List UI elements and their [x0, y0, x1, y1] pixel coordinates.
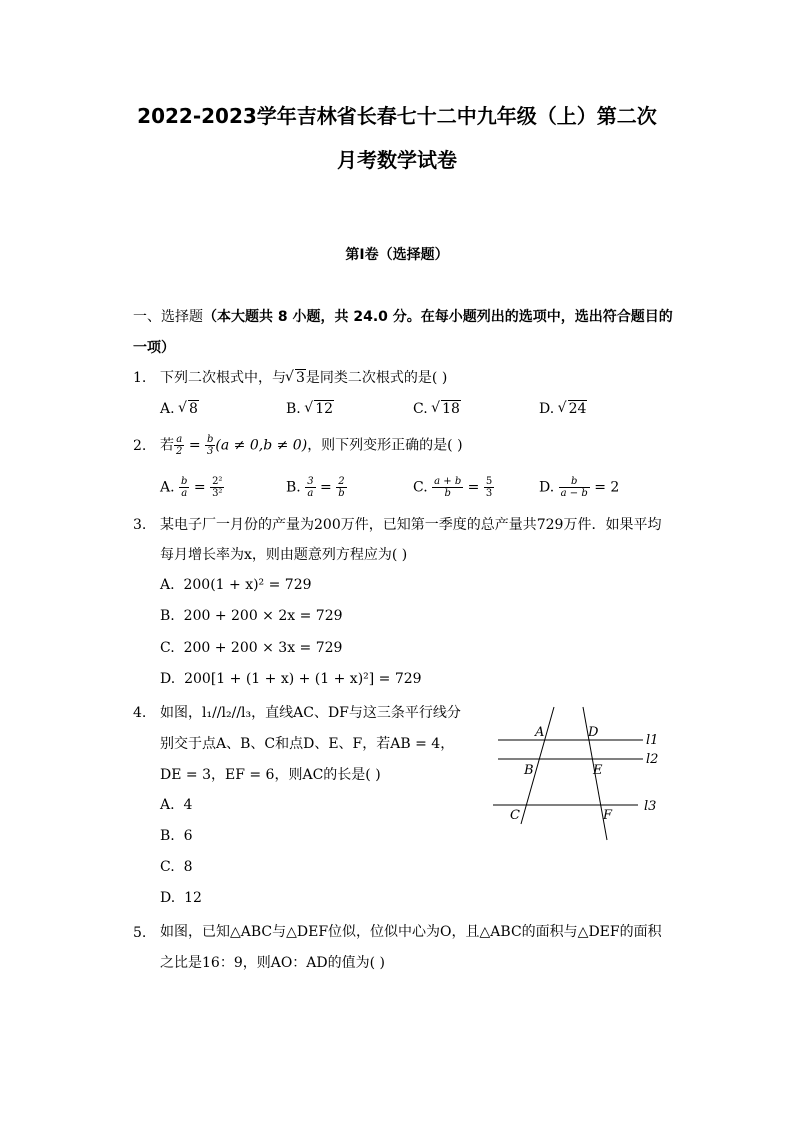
fraction-denominator: 3	[207, 446, 214, 457]
option-label: C.	[160, 859, 175, 875]
q2-stem: 若 $\frac{a}{2}$ = $\frac{b}{3}$ (a ≠ 0,b ≠ 0)，则下列变形正确的是( )	[160, 434, 463, 457]
exam-title-line1: 2022-2023学年吉林省长春七十二中九年级（上）第二次	[137, 104, 657, 128]
point-c-label: C	[510, 808, 520, 823]
q4-parallel-lines-figure	[488, 702, 668, 847]
exam-title-line2: 月考数学试卷	[337, 148, 457, 172]
q5-stem-line1: 如图，已知△ABC与△DEF位似，位似中心为O，且△ABC的面积与△DEF的面积	[160, 924, 662, 940]
option-fraction-left	[432, 476, 463, 499]
q1-number: 1.	[133, 370, 147, 386]
q5-stem-line2: 之比是16：9，则AO：AD的值为( )	[160, 955, 386, 971]
line-l1-label: l1	[646, 733, 659, 748]
point-f-label: F	[603, 808, 613, 823]
option-text: 200 + 200 × 2x = 729	[183, 608, 343, 624]
option-label: C.	[413, 479, 428, 496]
fraction-numerator: 2	[336, 476, 346, 488]
fraction-denominator: 3²	[212, 488, 223, 499]
point-e-label: E	[593, 763, 603, 778]
fraction-numerator: b	[559, 476, 590, 488]
q2-fraction-a	[174, 434, 184, 457]
option-text: 12	[184, 890, 202, 906]
q3-stem-line1: 某电子厂一月份的产量为200万件，已知第一季度的总产量共729万件．如果平均	[160, 517, 662, 533]
option-rhs: = 2	[594, 479, 620, 496]
fraction-denominator: b	[444, 488, 451, 499]
fraction-denominator: a	[307, 488, 314, 499]
q1-option-c[interactable]	[413, 401, 461, 417]
option-label: D.	[160, 890, 176, 906]
option-radicand: 18	[442, 401, 460, 417]
q4-option-d[interactable]	[160, 890, 202, 906]
sqrt-symbol	[305, 401, 334, 417]
fraction-numerator: 5	[485, 476, 493, 487]
q1-radicand: 3	[296, 370, 305, 386]
q5-number: 5.	[133, 925, 147, 941]
option-fraction-left	[179, 476, 189, 499]
part-one-lead: 一、选择题	[133, 309, 203, 325]
part-one-header-line2: 一项）	[133, 340, 175, 356]
q1-stem-b: 是同类二次根式的是( )	[305, 370, 448, 386]
q4-option-b[interactable]	[160, 828, 193, 844]
option-label: C.	[413, 401, 428, 417]
q1-option-b[interactable]	[286, 401, 334, 417]
option-fraction-left	[559, 476, 590, 499]
q4-option-a[interactable]	[160, 797, 192, 813]
q4-option-c[interactable]	[160, 859, 193, 875]
fraction-denominator: a	[181, 488, 188, 499]
option-text: 200[1 + (1 + x) + (1 + x)²] = 729	[184, 671, 422, 687]
point-d-label: D	[588, 725, 599, 740]
q4-stem-line3: DE = 3，EF = 6，则AC的长是( )	[160, 767, 381, 783]
q3-option-b[interactable]	[160, 608, 343, 624]
option-label: C.	[160, 640, 175, 656]
fraction-denominator: b	[338, 488, 345, 499]
option-fraction-left	[305, 476, 315, 499]
fraction-numerator: a	[174, 434, 184, 446]
q2-number: 2.	[133, 438, 147, 454]
option-radicand: 12	[315, 401, 334, 417]
fraction-numerator: b	[207, 434, 214, 445]
option-fraction-right	[336, 476, 346, 499]
part-one-instructions: （本大题共 8 小题，共 24.0 分。在每小题列出的选项中，选出符合题目的	[203, 309, 673, 325]
q2-condition: (a ≠ 0,b ≠ 0)	[215, 437, 308, 454]
option-text: 200 + 200 × 3x = 729	[183, 640, 343, 656]
fraction-numerator: 2²	[212, 476, 223, 487]
option-radicand: 24	[568, 401, 587, 417]
option-label: A.	[160, 401, 175, 417]
fraction-numerator: a + b	[434, 476, 462, 487]
q4-stem-line1: 如图，l₁//l₂//l₃，直线AC、DF与这三条平行线分	[160, 705, 461, 721]
point-a-label: A	[535, 725, 545, 740]
q2-option-d[interactable]	[539, 476, 619, 499]
q1-stem-a: 下列二次根式中，与	[160, 370, 286, 386]
option-text: 8	[183, 859, 193, 875]
q2-stem-b: ，则下列变形正确的是( )	[307, 437, 463, 454]
q1-stem	[160, 368, 447, 388]
part-one-header	[133, 306, 673, 326]
option-label: D.	[539, 401, 555, 417]
fraction-denominator: a − b	[560, 488, 588, 499]
option-fraction-right	[210, 476, 224, 499]
sqrt-symbol	[286, 368, 306, 388]
option-label: B.	[160, 828, 175, 844]
option-text: 4	[183, 797, 193, 813]
line-l2-label: l2	[646, 752, 659, 767]
q2-fraction-b	[205, 434, 215, 457]
fraction-denominator: 2	[176, 446, 183, 457]
option-fraction-right	[484, 476, 494, 499]
option-label: A.	[160, 797, 175, 813]
option-label: D.	[160, 671, 176, 687]
option-label: A.	[160, 479, 175, 496]
fraction-numerator: b	[181, 476, 188, 487]
q3-number: 3.	[133, 517, 147, 533]
fraction-numerator: 3	[307, 476, 314, 487]
section-title: 第I卷（选择题）	[345, 247, 449, 263]
fraction-denominator: 3	[485, 488, 493, 499]
q2-option-b[interactable]: B. $\frac{3}{a}$ = $\frac{2}{b}$	[286, 476, 345, 499]
sqrt-symbol	[559, 401, 588, 417]
q4-stem-line2: 别交于点A、B、C和点D、E、F，若AB = 4，	[160, 736, 455, 752]
point-b-label: B	[524, 763, 534, 778]
option-label: B.	[286, 401, 301, 417]
option-radicand: 8	[189, 401, 198, 417]
q3-stem-line2: 每月增长率为x，则由题意列方程应为( )	[160, 547, 408, 563]
q2-option-c[interactable]: C. $\frac{a + b}{b}$ = $\frac{5}{3}$	[413, 476, 493, 499]
line-l3-label: l3	[644, 799, 657, 814]
q2-option-a[interactable]: A. $\frac{b}{a}$ = $\frac{\text{2²}}{\text{3²}}$	[160, 476, 223, 499]
option-text: 200(1 + x)² = 729	[183, 577, 312, 593]
q2-stem-a: 若	[160, 437, 174, 454]
q4-number: 4.	[133, 705, 147, 721]
sqrt-symbol	[432, 401, 461, 417]
sqrt-symbol	[179, 401, 199, 417]
option-label: B.	[160, 608, 175, 624]
option-text: 6	[183, 828, 193, 844]
q3-option-a[interactable]	[160, 577, 312, 593]
option-label: B.	[286, 479, 301, 496]
q1-option-a[interactable]	[160, 401, 199, 417]
option-label: D.	[539, 479, 555, 496]
q3-option-c[interactable]	[160, 640, 342, 656]
q3-option-d[interactable]	[160, 671, 422, 687]
q1-option-d[interactable]	[539, 401, 587, 417]
option-label: A.	[160, 577, 175, 593]
